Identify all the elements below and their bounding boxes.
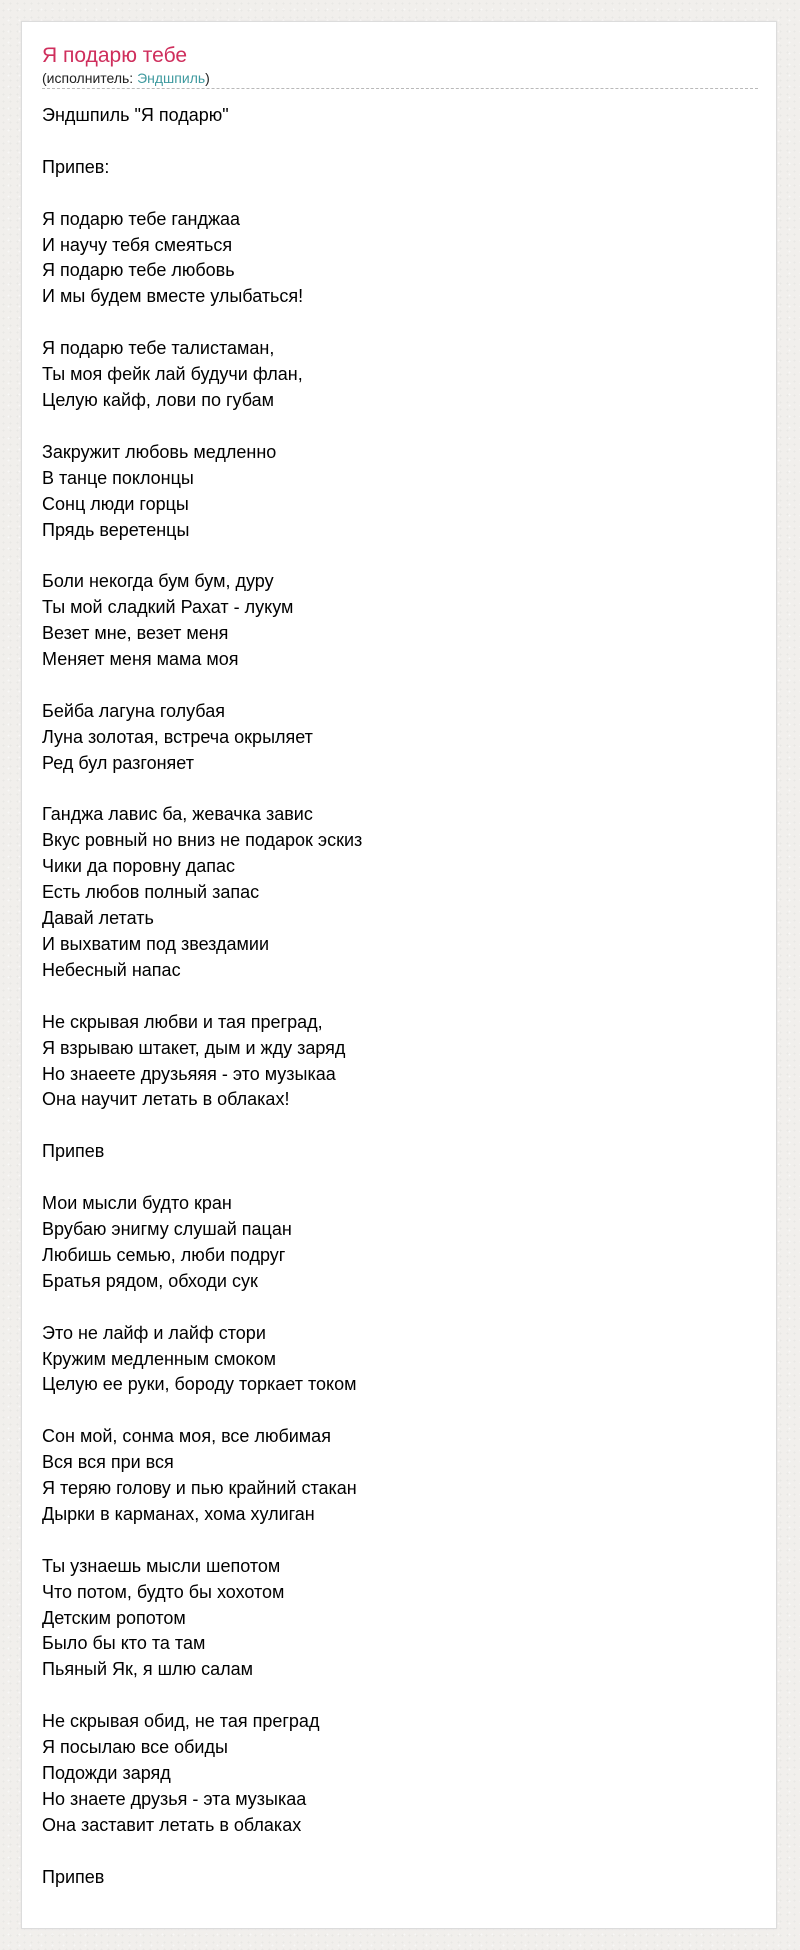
lyrics-text: Эндшпиль "Я подарю" Припев: Я подарю тебе ганджаа И научу тебя смеяться Я подарю тебе любовь И мы будем вместе улыбаться! Я подарю тебе талистаман, Ты моя фейк лай будучи флан, Целую кайф, лови по губам Закружит любовь медленно В танце поклонцы Сонц люди горцы Прядь веретенцы Боли некогда бум бум, дуру Ты мой сладкий Рахат - лукум Везет мне, везет меня Меняет меня мама моя Бейба лагуна голубая Луна золотая, встреча окрыляет Ред бул разгоняет Ганджа лавис ба, жевачка завис Вкус ровный но вниз не подарок эскиз Чики да поровну дапас Есть любов полный запас Давай летать И выхватим под звездамии Небесный напас Не скрывая любви и тая преград, Я взрываю штакет, дым и жду заряд Но знаеете друзьяяя - это музыкаа Она научит летать в облаках! Припев Мои мысли будто кран Врубаю энигму слушай пацан Любишь семью, люби подруг Братья рядом, обходи сук Это не лайф и лайф стори Кружим медленным смоком Целую ее руки, бороду торкает током Сон мой, сонма моя, все любимая Вся вся при вся Я теряю голову и пью крайний стакан Дырки в карманах, хома хулиган Ты узнаешь мысли шепотом Что потом, будто бы хохотом Детским ропотом Было бы кто та там Пьяный Як, я шлю салам Не скрывая обид, не тая преград Я посылаю все обиды Подожди заряд Но знаете друзья - эта музыкаа Она заставит летать в облаках Припев — [42, 105, 363, 1887]
performer-line — [42, 70, 758, 87]
song-header — [42, 42, 758, 89]
performer-link[interactable]: Эндшпиль — [137, 70, 206, 86]
song-title: Я подарю тебе — [42, 44, 188, 67]
performer-prefix: (исполнитель: — [42, 70, 138, 86]
lyrics-card — [21, 21, 777, 1929]
performer-suffix: ) — [205, 70, 210, 86]
